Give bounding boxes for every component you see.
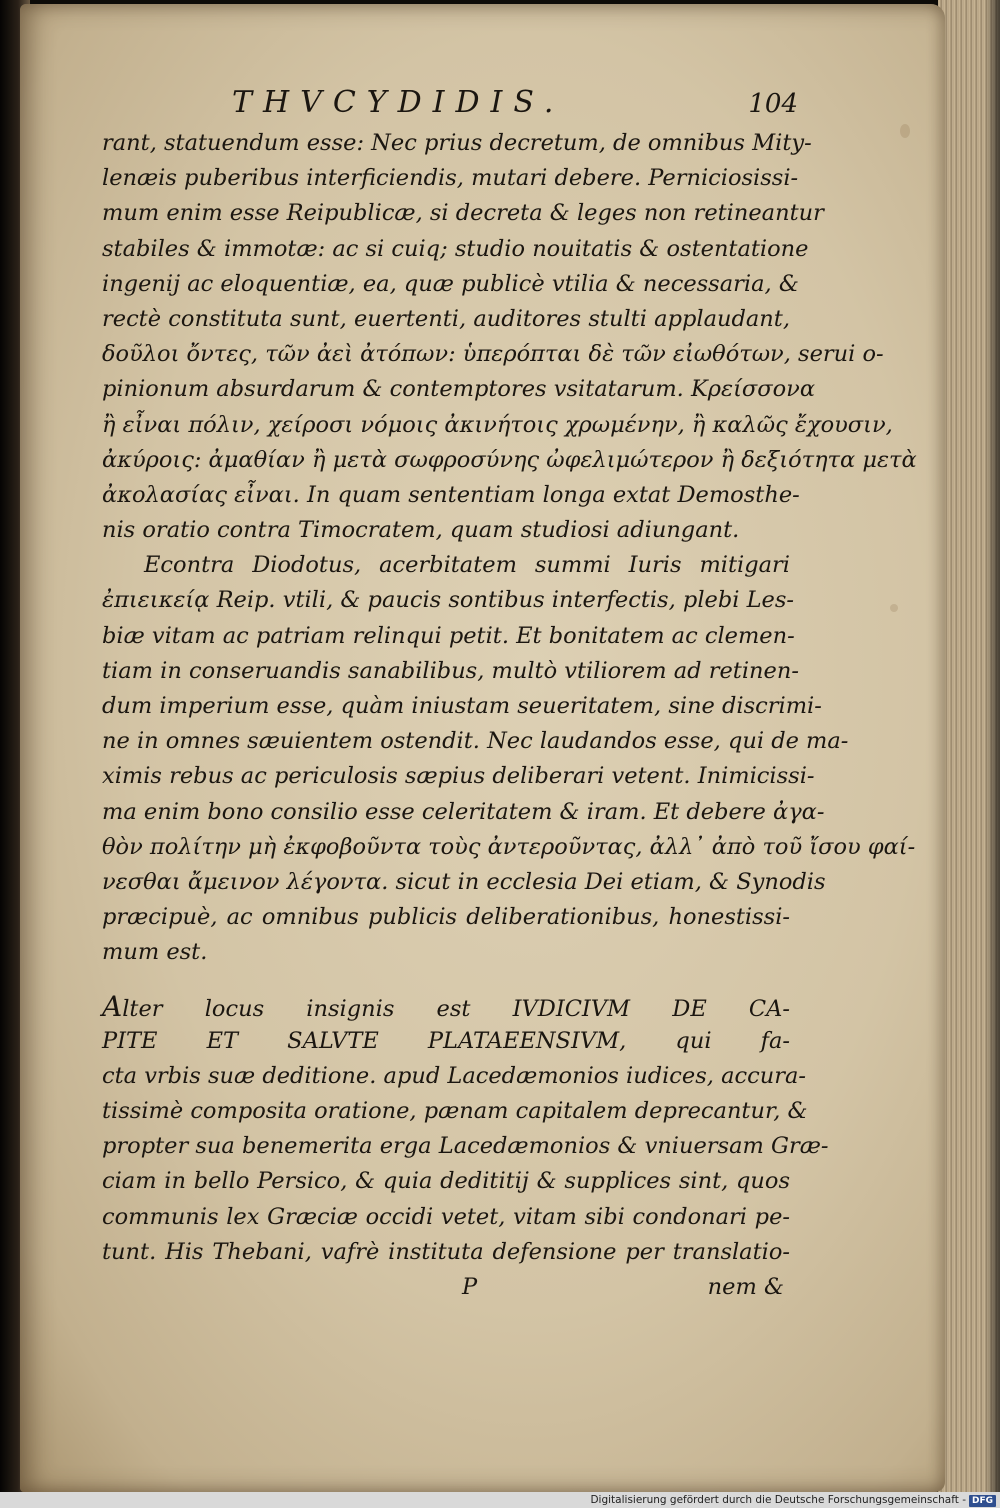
text-line: ne in omnes sæuientem ostendit. Nec laudandos esse, qui de ma- xyxy=(102,728,849,755)
text-line: ma enim bono consilio esse celeritatem & iram. Et debere ἀγα- xyxy=(102,798,825,825)
footer-text xyxy=(590,1493,996,1507)
signature-row xyxy=(102,1270,790,1305)
text-line: ἢ εἶναι πόλιν, χείροσι νόμοις ἀκινήτοις χρωμένην, ἢ καλῶς ἔχουσιν, xyxy=(102,411,893,438)
text-line: δοῦλοι ὄντες, τῶν ἀεὶ ἀτόπων: ὑπερόπται δὲ τῶν εἰωθότων, serui o- xyxy=(102,341,884,368)
text-line: ciam in bello Persico, & quia dedititij & supplices sint, quos xyxy=(102,1168,790,1195)
text-line: θὸν πολίτην μὴ ἐκφοβοῦντα τοὺς ἀντεροῦντας, ἀλλ᾽ ἀπὸ τοῦ ἴσου φαί- xyxy=(102,833,916,860)
text-line: νεσθαι ἄμεινον λέγοντα. sicut in ecclesia Dei etiam, & Synodis xyxy=(102,868,826,895)
running-title: THVCYDIDIS. xyxy=(232,85,565,120)
page-number: 104 xyxy=(748,89,798,119)
text-line: tissimè composita oratione, pænam capitalem deprecantur, & xyxy=(102,1098,808,1125)
text-line: rant, statuendum esse: Nec prius decretum, de omnibus Mity- xyxy=(102,130,812,156)
text-line: præcipuè, ac omnibus publicis deliberationibus, honestissi- xyxy=(102,904,790,931)
text-line: mum enim esse Reipublicæ, si decreta & leges non retineantur xyxy=(102,200,824,227)
signature-mark: P xyxy=(462,1274,478,1300)
text-line: Econtra Diodotus, acerbitatem summi Iuris mitigari xyxy=(144,552,790,579)
text-block xyxy=(102,85,917,1305)
text-line: ximis rebus ac periculosis sæpius deliberari vetent. Inimicissi- xyxy=(102,763,815,790)
running-head xyxy=(102,85,798,120)
paragraph-plataeans-trial xyxy=(102,989,829,1271)
book-page xyxy=(20,4,945,1492)
funding-credit: Digitalisierung gefördert durch die Deutsche Forschungsgemeinschaft - xyxy=(590,1494,966,1506)
paper-stain xyxy=(890,604,898,612)
text-line: propter sua benemerita erga Lacedæmonios & vniuersam Græ- xyxy=(102,1133,829,1160)
text-line: lenæis puberibus interficiendis, mutari debere. Perniciosissi- xyxy=(102,165,799,192)
dfg-logo: DFG xyxy=(969,1495,996,1507)
catchword: nem & xyxy=(707,1274,784,1300)
text-line: dum imperium esse, quàm iniustam seueritatem, sine discrimi- xyxy=(102,693,822,719)
paper-stain xyxy=(900,124,910,138)
text-line: tunt. His Thebani, vafrè instituta defensione per translatio- xyxy=(102,1238,790,1265)
text-line: mum est. xyxy=(102,939,208,966)
text-line: PITE ET SALVTE PLATAEENSIVM, qui fa- xyxy=(102,1027,790,1054)
text-line: Alter locus insignis est IVDICIVM DE CA- xyxy=(102,989,790,1023)
section-gap xyxy=(102,971,790,989)
text-line: ἐπιεικείᾳ Reip. vtili, & paucis sontibus interfectis, plebi Les- xyxy=(102,587,794,614)
text-line: stabiles & immotæ: ac si cuiq; studio nouitatis & ostentatione xyxy=(102,235,809,262)
text-line: nis oratio contra Timocratem, quam studiosi adiungant. xyxy=(102,517,740,544)
text-line: biæ vitam ac patriam relinqui petit. Et bonitatem ac clemen- xyxy=(102,622,795,649)
text-line: ἀκολασίας εἶναι. In quam sententiam longa extat Demosthe- xyxy=(102,481,800,508)
text-line: rectè constituta sunt, euertenti, auditores stulti applaudant, xyxy=(102,305,790,332)
text-line: pinionum absurdarum & contemptores vsitatarum. Κρείσσονα xyxy=(102,376,816,403)
digitization-footer xyxy=(0,1492,1000,1508)
text-line: cta vrbis suæ deditione. apud Lacedæmonios iudices, accura- xyxy=(102,1062,806,1089)
paragraph-decree-debate xyxy=(102,126,917,971)
text-line: ingenij ac eloquentiæ, ea, quæ publicè vtilia & necessaria, & xyxy=(102,270,799,297)
text-line: communis lex Græciæ occidi vetet, vitam sibi condonari pe- xyxy=(102,1203,790,1230)
text-line: ἀκύροις: ἀμαθίαν ἢ μετὰ σωφροσύνης ὠφελιμώτερον ἢ δεξιότητα μετὰ xyxy=(102,446,917,473)
page-edges-shadow xyxy=(985,0,1000,1495)
text-line: tiam in conseruandis sanabilibus, multò vtiliorem ad retinen- xyxy=(102,657,799,684)
